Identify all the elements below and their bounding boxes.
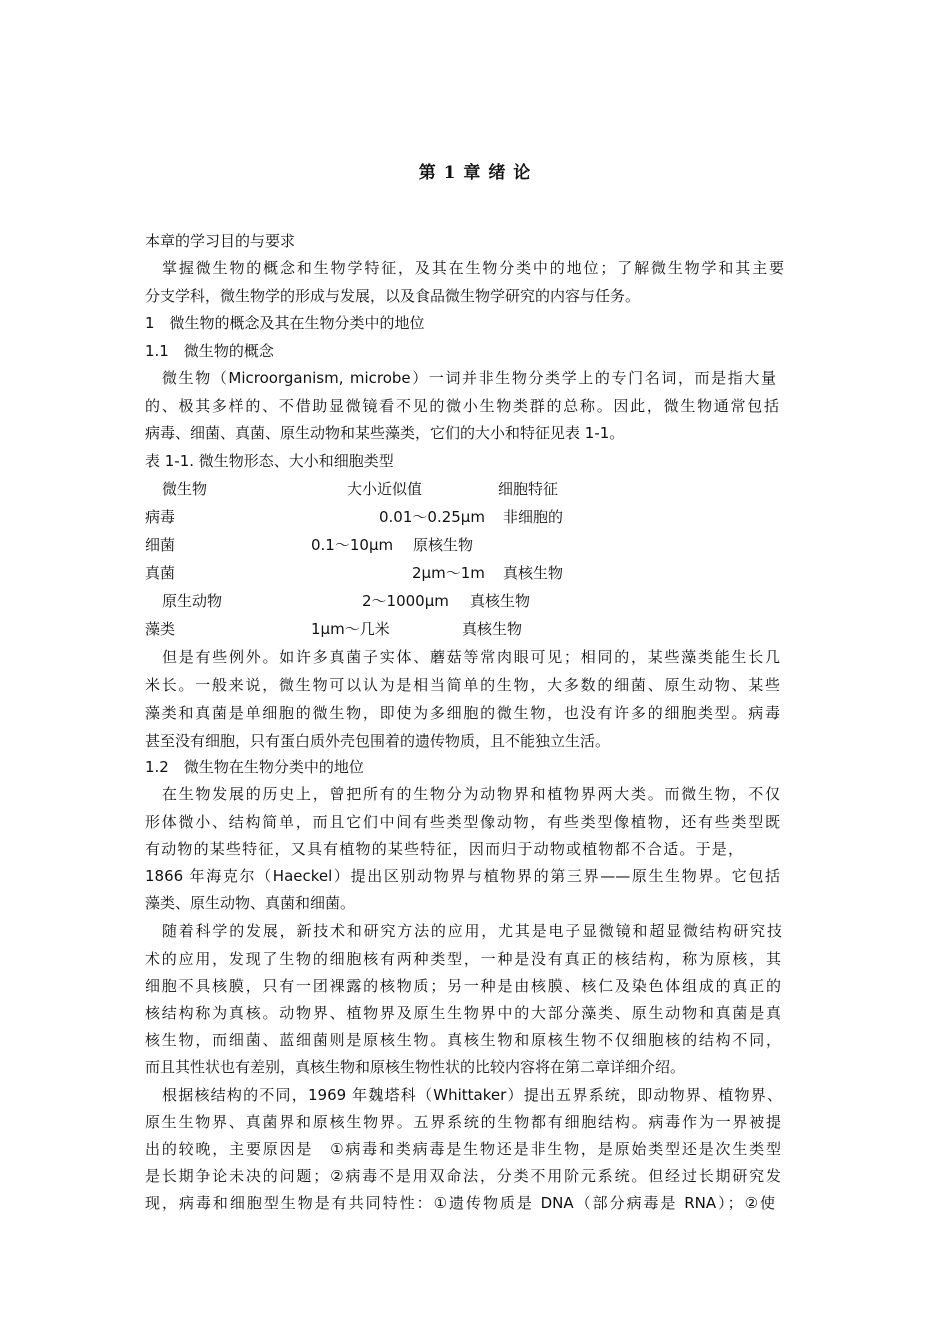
table-cell: 真核生物	[503, 564, 564, 582]
paragraph-line: 术的应用，发现了生物的细胞核有两种类型，一种是没有真正的核结构，称为原核，其	[145, 950, 781, 968]
table-cell: 藻类	[145, 620, 176, 638]
paragraph-line: 微生物（Microorganism, microbe）一词并非生物分类学上的专门名词，而是指大量	[162, 369, 776, 387]
paragraph-line: 甚至没有细胞，只有蛋白质外壳包围着的遗传物质，且不能独立生活。	[145, 732, 611, 750]
table-cell: 非细胞的	[503, 508, 564, 526]
paragraph-line: 藻类和真菌是单细胞的微生物，即使为多细胞的微生物，也没有许多的细胞类型。病毒	[145, 704, 780, 722]
table-cell: 2～1000μm	[362, 592, 449, 610]
paragraph-line: 而且其性状也有差别，真核生物和原核生物性状的比较内容将在第二章详细介绍。	[145, 1058, 686, 1076]
paragraph-line: 掌握微生物的概念和生物学特征，及其在生物分类中的地位；了解微生物学和其主要	[162, 259, 784, 277]
section-heading: 本章的学习目的与要求	[145, 232, 296, 250]
paragraph-line: 现，病毒和细胞型生物是有共同特性：①遗传物质是 DNA（部分病毒是 RNA）；②使	[145, 1194, 775, 1212]
section-heading: 1.1 微生物的概念	[145, 342, 274, 360]
paragraph-line: 细胞不具核膜，只有一团裸露的核物质；另一种是由核膜、核仁及染色体组成的真正的	[145, 977, 781, 995]
table-caption: 表 1-1. 微生物形态、大小和细胞类型	[145, 452, 394, 470]
paragraph-line: 1866 年海克尔（Haeckel）提出区别动物界与植物界的第三界——原生生物界。它包括	[145, 867, 780, 885]
paragraph-line: 核生物，而细菌、蓝细菌则是原核生物。真核生物和原核生物不仅细胞核的结构不同，	[145, 1031, 781, 1049]
paragraph-line: 形体微小、结构简单，而且它们中间有些类型像动物，有些类型像植物，还有些类型既	[145, 813, 780, 831]
table-cell: 细菌	[145, 536, 176, 554]
paragraph-line: 但是有些例外。如许多真菌子实体、蘑菇等常肉眼可见；相同的，某些藻类能生长几	[162, 648, 780, 666]
paragraph-line: 在生物发展的历史上，曾把所有的生物分为动物界和植物界两大类。而微生物，不仅	[162, 785, 780, 803]
table-cell: 0.01～0.25μm	[379, 508, 485, 526]
paragraph-line: 原生生物界、真菌界和原核生物界。五界系统的生物都有细胞结构。病毒作为一界被提	[145, 1113, 781, 1131]
paragraph-line: 有动物的某些特征，又具有植物的某些特征，因而归于动物或植物都不合适。于是，	[145, 840, 743, 858]
paragraph-line: 分支学科，微生物学的形成与发展，以及食品微生物学研究的内容与任务。	[145, 287, 641, 305]
table-header: 微生物	[162, 480, 208, 498]
paragraph-line: 核结构称为真核。动物界、植物界及原生生物界中的大部分藻类、原生动物和真菌是真	[145, 1004, 781, 1022]
paragraph-line: 出的较晚，主要原因是 ①病毒和类病毒是生物还是非生物，是原始类型还是次生类型	[145, 1140, 781, 1158]
paragraph-line: 的、极其多样的、不借助显微镜看不见的微小生物类群的总称。因此，微生物通常包括	[145, 397, 779, 415]
chapter-title: 第 1 章 绪 论	[418, 163, 532, 183]
table-header: 细胞特征	[498, 480, 559, 498]
section-heading: 1.2 微生物在生物分类中的地位	[145, 758, 364, 776]
table-cell: 病毒	[145, 508, 176, 526]
table-cell: 真菌	[145, 564, 176, 582]
paragraph-line: 随着科学的发展，新技术和研究方法的应用，尤其是电子显微镜和超显微结构研究技	[162, 922, 782, 940]
table-header: 大小近似值	[347, 480, 423, 498]
paragraph-line: 米长。一般来说，微生物可以认为是相当简单的生物，大多数的细菌、原生动物、某些	[145, 676, 780, 694]
table-cell: 真核生物	[462, 620, 523, 638]
table-cell: 原生动物	[162, 592, 223, 610]
paragraph-line: 病毒、细菌、真菌、原生动物和某些藻类，它们的大小和特征见表 1-1。	[145, 424, 625, 442]
section-heading: 1 微生物的概念及其在生物分类中的地位	[145, 314, 425, 332]
paragraph-line: 藻类、原生动物、真菌和细菌。	[145, 894, 356, 912]
table-cell: 真核生物	[470, 592, 531, 610]
table-cell: 原核生物	[413, 536, 474, 554]
paragraph-line: 是长期争论未决的问题；②病毒不是用双命法，分类不用阶元系统。但经过长期研究发	[145, 1167, 781, 1185]
table-cell: 2μm～1m	[412, 564, 485, 582]
table-cell: 1μm～几米	[311, 620, 390, 638]
table-cell: 0.1～10μm	[311, 536, 394, 554]
paragraph-line: 根据核结构的不同，1969 年魏塔科（Whittaker）提出五界系统，即动物界、植物界、	[162, 1086, 782, 1104]
